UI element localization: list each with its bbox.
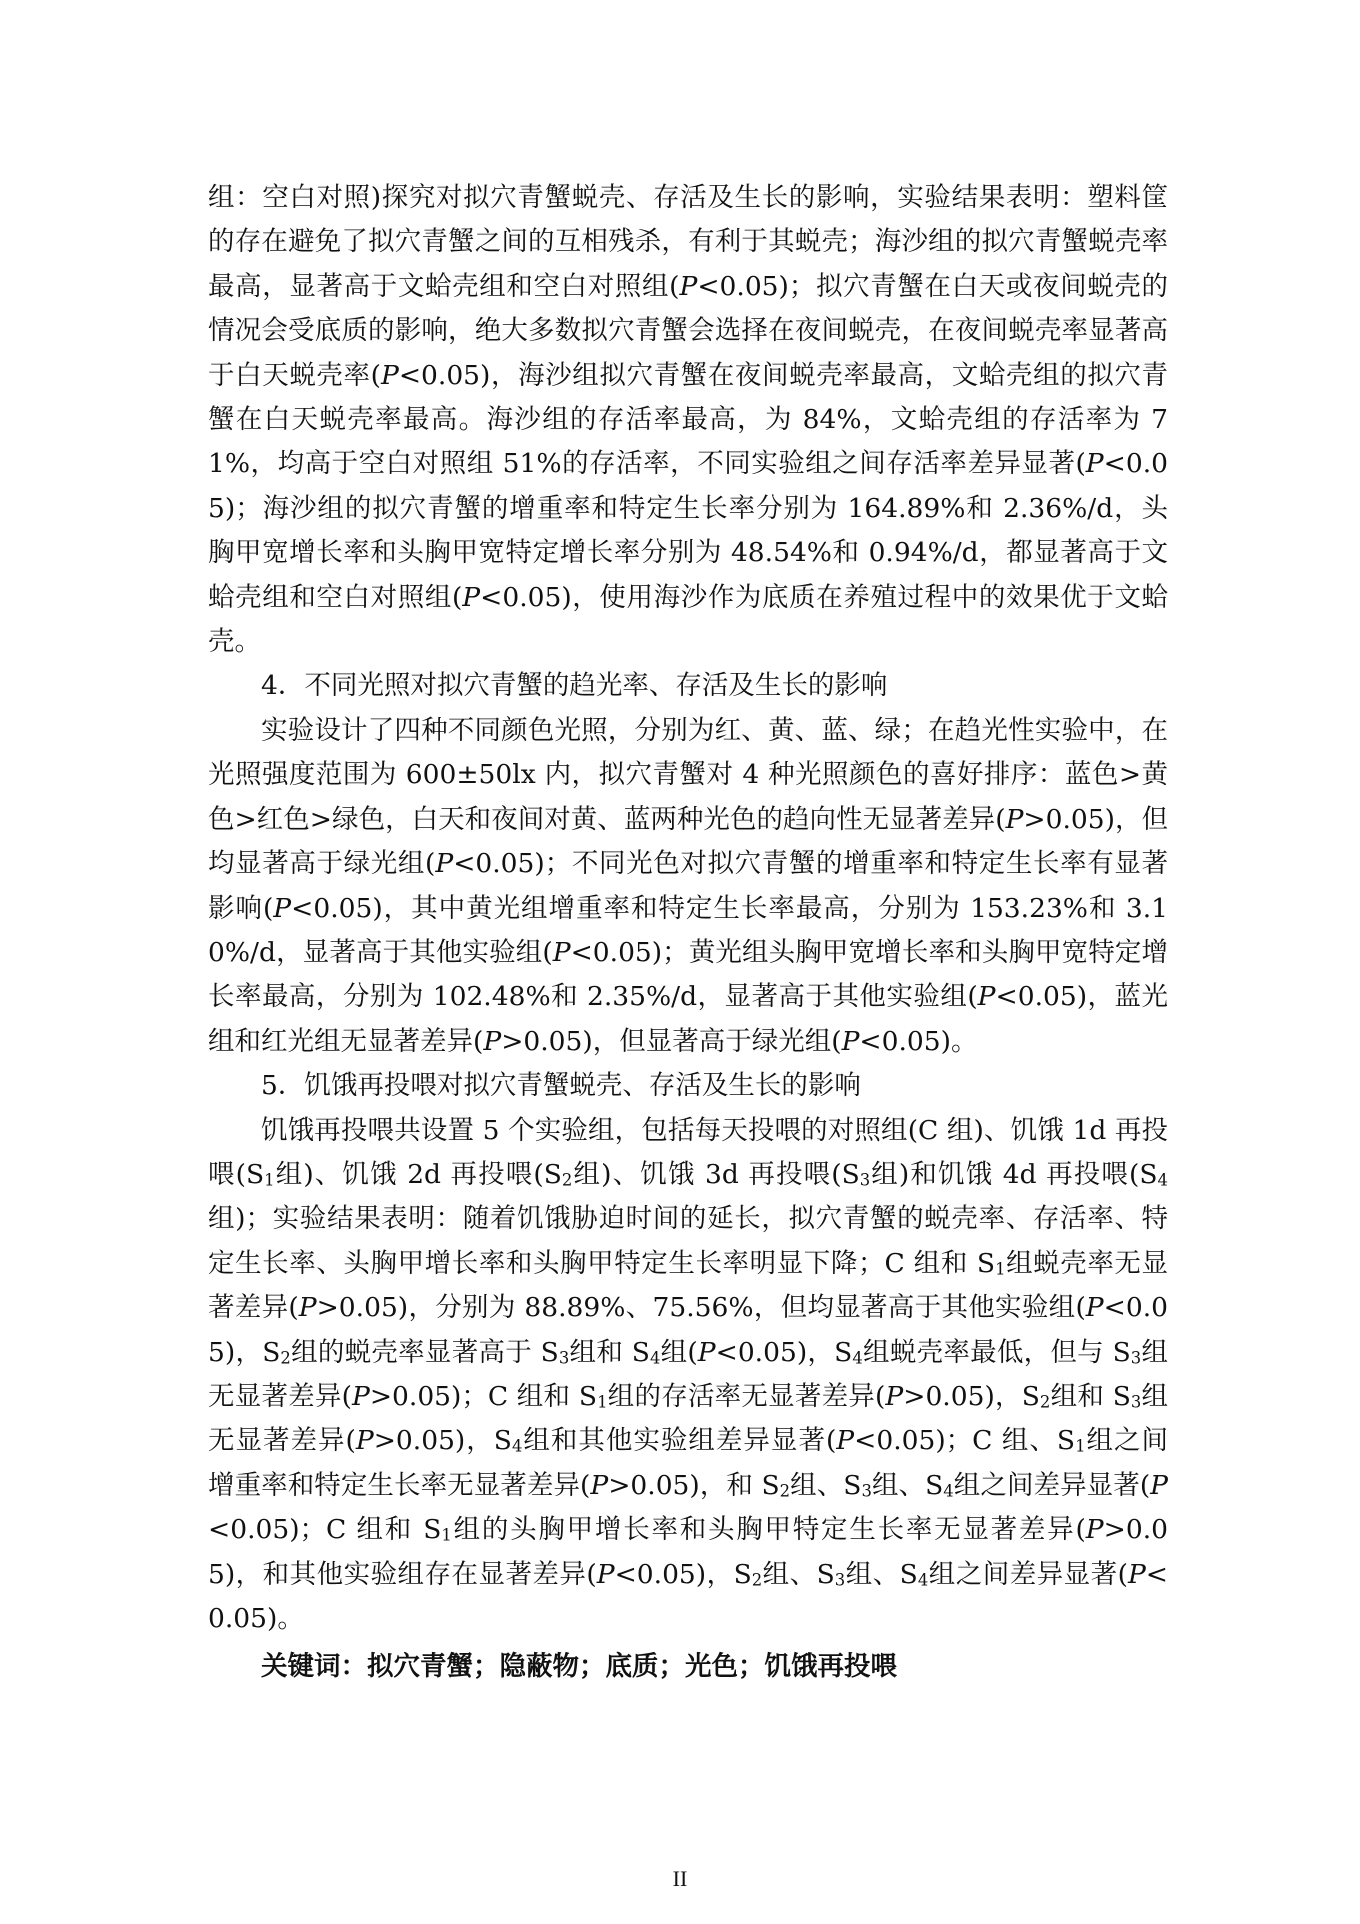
- text-run: >0.05)，但均显著高于绿光组(: [208, 803, 1169, 880]
- text-run: 组、S: [871, 1469, 944, 1501]
- group-subscript: 1: [264, 1170, 275, 1190]
- text-run: <0.05)；C 组、S: [854, 1425, 1076, 1457]
- text-run: 组(: [660, 1336, 698, 1368]
- section-heading-light: [208, 664, 1168, 708]
- abstract-body: [208, 176, 1168, 1690]
- text-run: 组：空白对照)探究对拟穴青蟹蜕壳、存活及生长的影响，实验结果表明：塑料筐的存在避免了拟穴青蟹之间的互相残杀，有利于其蜕壳；海沙组的拟穴青蟹蜕壳率最高，显著高于文蛤壳组和空白对照组(: [208, 182, 1168, 302]
- group-subscript: 4: [1157, 1170, 1168, 1190]
- group-subscript: 1: [597, 1392, 608, 1412]
- text-run: 组之间增重率和特定生长率无显著差异(: [208, 1425, 1169, 1501]
- text-run: >0.05)；C 组和 S: [369, 1380, 598, 1412]
- text-run: 组和其他实验组差异显著(: [522, 1425, 837, 1457]
- group-subscript: 1: [1075, 1436, 1086, 1456]
- text-run: 组)和饥饿 4d 再投喂(S: [870, 1158, 1158, 1190]
- p-value-symbol: P: [1005, 803, 1024, 835]
- p-value-symbol: P: [380, 359, 399, 391]
- p-value-symbol: P: [552, 936, 571, 968]
- p-value-symbol: P: [351, 1380, 370, 1412]
- p-value-symbol: P: [483, 1025, 502, 1057]
- text-run: >0.05)，S: [903, 1380, 1040, 1412]
- page-number: II: [672, 1866, 688, 1891]
- text-run: <0.05)，其中黄光组增重率和特定生长率最高，分别为 153.23%和 3.10%/d，显著高于其他实验组(: [208, 892, 1168, 968]
- group-subscript: 4: [852, 1348, 863, 1368]
- text-run: <0.05)。: [859, 1025, 978, 1057]
- text-run: >0.05)，但显著高于绿光组(: [501, 1025, 842, 1057]
- p-value-symbol: P: [273, 892, 292, 924]
- text-run: 组蜕壳率最低，但与 S: [862, 1336, 1131, 1368]
- text-run: <0.05)；拟穴青蟹在白天或夜间蜕壳的情况会受底质的影响，绝大多数拟穴青蟹会选择在夜间蜕壳，在夜间蜕壳率显著高于白天蜕壳率(: [208, 270, 1169, 391]
- group-subscript: 4: [511, 1436, 523, 1456]
- p-value-symbol: P: [1085, 448, 1104, 480]
- text-run: <0.05)，使用海沙作为底质在养殖过程中的效果优于文蛤壳。: [208, 581, 1169, 658]
- keywords-label: 关键词：: [261, 1651, 367, 1683]
- group-subscript: 2: [779, 1481, 791, 1501]
- text-run: <0.05)；C 组和 S: [208, 1514, 442, 1546]
- text-run: <0.05)，S: [614, 1558, 752, 1590]
- p-value-symbol: P: [298, 1292, 317, 1324]
- p-value-symbol: P: [1150, 1469, 1168, 1501]
- text-run: 组之间差异显著(: [928, 1558, 1128, 1590]
- text-run: <0.05)。: [208, 1558, 1169, 1634]
- text-run: 实验设计了四种不同颜色光照，分别为红、黄、蓝、绿；在趋光性实验中，在光照强度范围为 600±50lx 内，拟穴青蟹对 4 种光照颜色的喜好排序：蓝色>黄色>红色>绿色，白天和夜间对黄、蓝两种光色的趋向性无显著差异(: [208, 714, 1168, 835]
- text-run: >0.05)，和 S: [608, 1469, 780, 1501]
- p-value-symbol: P: [435, 848, 454, 880]
- keywords-text: 拟穴青蟹；隐蔽物；底质；光色；饥饿再投喂: [367, 1651, 897, 1683]
- text-run: >0.05)，和其他实验组存在显著差异(: [208, 1514, 1168, 1590]
- text-run: 组)、饥饿 3d 再投喂(S: [572, 1158, 860, 1190]
- p-value-symbol: P: [596, 1558, 615, 1590]
- text-run: 组蜕壳率无显著差异(: [208, 1247, 1169, 1324]
- paragraph-light-results: [208, 709, 1168, 1064]
- group-subscript: 1: [441, 1525, 452, 1545]
- text-run: <0.05)；不同光色对拟穴青蟹的增重率和特定生长率有显著影响(: [208, 848, 1168, 924]
- p-value-symbol: P: [1127, 1558, 1146, 1590]
- text-run: <0.05)，海沙组拟穴青蟹在夜间蜕壳率最高，文蛤壳组的拟穴青蟹在白天蜕壳率最高。海沙组的存活率最高，为 84%，文蛤壳组的存活率为 71%，均高于空白对照组 51%的存活率，不同实验组之间存活率差异显著(: [208, 359, 1169, 480]
- group-subscript: 2: [751, 1570, 763, 1590]
- group-subscript: 3: [1130, 1348, 1142, 1368]
- p-value-symbol: P: [885, 1380, 904, 1412]
- p-value-symbol: P: [679, 270, 698, 302]
- p-value-symbol: P: [697, 1336, 716, 1368]
- p-value-symbol: P: [355, 1425, 374, 1457]
- p-value-symbol: P: [462, 581, 481, 613]
- text-run: 组之间差异显著(: [953, 1469, 1151, 1501]
- text-run: 组和 S: [569, 1336, 650, 1368]
- text-run: <0.05)，S: [208, 1292, 1168, 1368]
- text-run: 组无显著差异(: [208, 1380, 1169, 1457]
- text-run: <0.05)，S: [715, 1336, 853, 1368]
- text-run: 组无显著差异(: [208, 1336, 1169, 1412]
- text-run: 组)、饥饿 2d 再投喂(S: [274, 1158, 562, 1190]
- text-run: 组)；实验结果表明：随着饥饿胁迫时间的延长，拟穴青蟹的蜕壳率、存活率、特定生长率、头胸甲增长率和头胸甲特定生长率明显下降；C 组和 S: [208, 1203, 1168, 1279]
- paragraph-starvation-results: [208, 1109, 1168, 1642]
- group-subscript: 2: [1039, 1392, 1051, 1412]
- paragraph-substrate-results: [208, 176, 1168, 664]
- group-subscript: 4: [649, 1348, 661, 1368]
- group-subscript: 1: [995, 1259, 1006, 1279]
- keywords-line: [208, 1645, 1168, 1689]
- group-subscript: 3: [558, 1348, 570, 1368]
- group-subscript: 2: [561, 1170, 573, 1190]
- p-value-symbol: P: [836, 1425, 855, 1457]
- group-subscript: 4: [943, 1481, 954, 1501]
- text-run: 组、S: [762, 1558, 835, 1590]
- text-run: 组的蜕壳率显著高于 S: [290, 1336, 559, 1368]
- text-run: >0.05)，S: [373, 1425, 512, 1457]
- group-subscript: 3: [834, 1570, 846, 1590]
- text-run: >0.05)，分别为 88.89%、75.56%，但均显著高于其他实验组(: [316, 1292, 1086, 1324]
- group-subscript: 3: [1130, 1392, 1142, 1412]
- p-value-symbol: P: [977, 981, 996, 1013]
- group-subscript: 2: [280, 1348, 291, 1368]
- group-subscript: 3: [859, 1170, 871, 1190]
- p-value-symbol: P: [1085, 1514, 1104, 1546]
- section-heading-starvation: [208, 1064, 1168, 1108]
- text-run: 组的存活率无显著差异(: [607, 1380, 886, 1412]
- p-value-symbol: P: [841, 1025, 860, 1057]
- group-subscript: 4: [917, 1570, 929, 1590]
- text-run: 5．饥饿再投喂对拟穴青蟹蜕壳、存活及生长的影响: [261, 1070, 861, 1102]
- text-run: 组和 S: [1050, 1380, 1131, 1412]
- text-run: 饥饿再投喂共设置 5 个实验组，包括每天投喂的对照组(C 组)、饥饿 1d 再投喂(S: [208, 1114, 1168, 1190]
- text-run: <0.05)；黄光组头胸甲宽增长率和头胸甲宽特定增长率最高，分别为 102.48%和 2.35%/d，显著高于其他实验组(: [208, 936, 1169, 1013]
- text-run: <0.05)；海沙组的拟穴青蟹的增重率和特定生长率分别为 164.89%和 2.36%/d，头胸甲宽增长率和头胸甲宽特定增长率分别为 48.54%和 0.94%/d，都显著高于文蛤壳组和空白对照组(: [208, 448, 1168, 613]
- group-subscript: 3: [861, 1481, 872, 1501]
- text-run: 组、S: [845, 1558, 918, 1590]
- text-run: 组的头胸甲增长率和头胸甲特定生长率无显著差异(: [451, 1514, 1086, 1546]
- text-run: 组、S: [790, 1469, 862, 1501]
- text-run: 4．不同光照对拟穴青蟹的趋光率、存活及生长的影响: [261, 670, 888, 702]
- p-value-symbol: P: [1085, 1292, 1104, 1324]
- text-run: <0.05)，蓝光组和红光组无显著差异(: [208, 981, 1168, 1057]
- p-value-symbol: P: [590, 1469, 609, 1501]
